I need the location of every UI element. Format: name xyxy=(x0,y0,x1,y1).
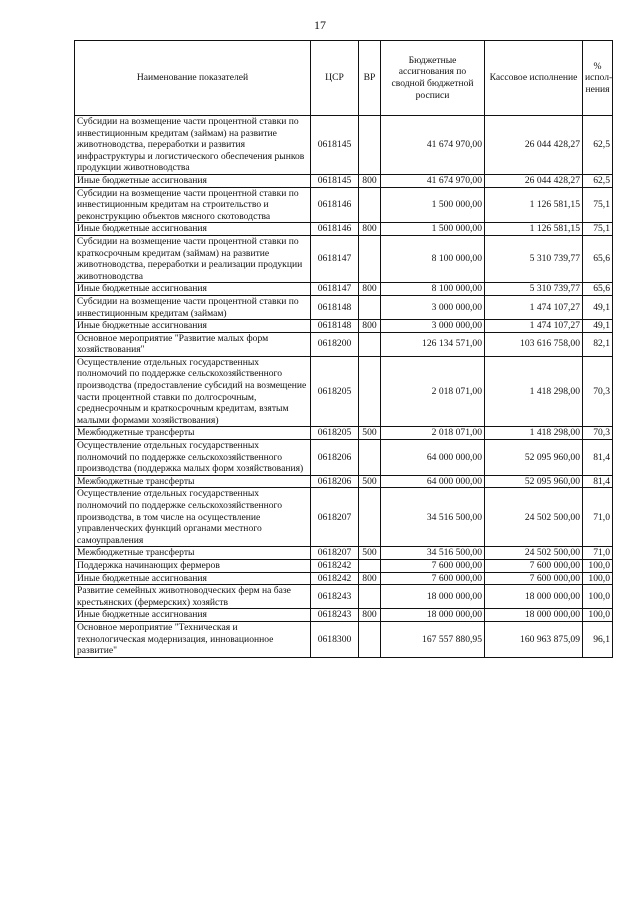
row-vr: 800 xyxy=(359,174,381,187)
row-plan-amount: 8 100 000,00 xyxy=(381,235,485,282)
row-plan-amount: 3 000 000,00 xyxy=(381,320,485,333)
row-plan-amount: 64 000 000,00 xyxy=(381,440,485,476)
row-exec-amount: 1 474 107,27 xyxy=(485,320,583,333)
row-name: Субсидии на возмещение части процентной ставки по инвестиционным кредитам (займам) xyxy=(75,295,311,319)
row-exec-amount: 103 616 758,00 xyxy=(485,332,583,356)
row-name: Субсидии на возмещение части процентной ставки по инвестиционным кредитам на строительство и реконструкцию объектов мясного скотоводства xyxy=(75,187,311,223)
row-name: Основное мероприятие "Техническая и технологическая модернизация, инновационное развитие" xyxy=(75,621,311,657)
row-name: Иные бюджетные ассигнования xyxy=(75,609,311,622)
table-row xyxy=(75,116,613,175)
row-name: Осуществление отдельных государственных полномочий по поддержке сельскохозяйственного производства, в том числе на осуществление управленческих функций органами местного самоуправления xyxy=(75,488,311,547)
row-csr: 0618200 xyxy=(311,332,359,356)
row-vr xyxy=(359,440,381,476)
table-row xyxy=(75,585,613,609)
row-plan-amount: 34 516 500,00 xyxy=(381,547,485,560)
row-plan-amount: 2 018 071,00 xyxy=(381,427,485,440)
row-csr: 0618145 xyxy=(311,174,359,187)
table-row xyxy=(75,572,613,585)
row-exec-amount: 1 418 298,00 xyxy=(485,427,583,440)
row-csr: 0618146 xyxy=(311,223,359,236)
row-exec-percent: 65,6 xyxy=(583,283,613,296)
header-exec: Кассовое исполнение xyxy=(485,41,583,116)
table-row xyxy=(75,475,613,488)
row-exec-percent: 65,6 xyxy=(583,235,613,282)
row-csr: 0618207 xyxy=(311,488,359,547)
row-name: Иные бюджетные ассигнования xyxy=(75,174,311,187)
row-plan-amount: 64 000 000,00 xyxy=(381,475,485,488)
row-vr xyxy=(359,235,381,282)
row-plan-amount: 126 134 571,00 xyxy=(381,332,485,356)
row-vr xyxy=(359,295,381,319)
row-vr xyxy=(359,332,381,356)
row-exec-percent: 82,1 xyxy=(583,332,613,356)
row-plan-amount: 41 674 970,00 xyxy=(381,174,485,187)
row-name: Иные бюджетные ассигнования xyxy=(75,283,311,296)
row-exec-amount: 160 963 875,09 xyxy=(485,621,583,657)
row-csr: 0618205 xyxy=(311,356,359,427)
row-exec-amount: 24 502 500,00 xyxy=(485,488,583,547)
row-exec-percent: 100,0 xyxy=(583,585,613,609)
row-exec-percent: 70,3 xyxy=(583,427,613,440)
row-csr: 0618205 xyxy=(311,427,359,440)
row-vr xyxy=(359,621,381,657)
row-exec-amount: 18 000 000,00 xyxy=(485,609,583,622)
row-csr: 0618242 xyxy=(311,559,359,572)
row-exec-percent: 100,0 xyxy=(583,572,613,585)
row-plan-amount: 7 600 000,00 xyxy=(381,559,485,572)
header-csr: ЦСР xyxy=(311,41,359,116)
table-row xyxy=(75,295,613,319)
table-row xyxy=(75,174,613,187)
row-exec-amount: 5 310 739,77 xyxy=(485,235,583,282)
table-row xyxy=(75,332,613,356)
row-name: Основное мероприятие "Развитие малых форм хозяйствования" xyxy=(75,332,311,356)
row-vr xyxy=(359,559,381,572)
row-csr: 0618145 xyxy=(311,116,359,175)
row-vr xyxy=(359,187,381,223)
row-plan-amount: 18 000 000,00 xyxy=(381,585,485,609)
row-name: Иные бюджетные ассигнования xyxy=(75,320,311,333)
row-exec-amount: 1 418 298,00 xyxy=(485,356,583,427)
row-csr: 0618207 xyxy=(311,547,359,560)
table-row xyxy=(75,488,613,547)
row-exec-amount: 18 000 000,00 xyxy=(485,585,583,609)
row-vr: 800 xyxy=(359,320,381,333)
row-name: Иные бюджетные ассигнования xyxy=(75,572,311,585)
budget-execution-table xyxy=(74,40,613,658)
row-exec-percent: 71,0 xyxy=(583,547,613,560)
row-exec-amount: 26 044 428,27 xyxy=(485,174,583,187)
row-csr: 0618300 xyxy=(311,621,359,657)
row-vr: 500 xyxy=(359,475,381,488)
row-exec-percent: 49,1 xyxy=(583,295,613,319)
row-exec-percent: 96,1 xyxy=(583,621,613,657)
row-exec-amount: 26 044 428,27 xyxy=(485,116,583,175)
row-exec-amount: 52 095 960,00 xyxy=(485,475,583,488)
row-vr: 800 xyxy=(359,283,381,296)
row-csr: 0618243 xyxy=(311,585,359,609)
row-name: Субсидии на возмещение части процентной ставки по инвестиционным кредитам (займам) на развитие животноводства, переработки и развития инфраструктуры и логистического обеспечения рынков продукции животноводства xyxy=(75,116,311,175)
row-exec-percent: 75,1 xyxy=(583,223,613,236)
row-csr: 0618147 xyxy=(311,283,359,296)
row-exec-percent: 62,5 xyxy=(583,174,613,187)
row-exec-amount: 52 095 960,00 xyxy=(485,440,583,476)
row-csr: 0618146 xyxy=(311,187,359,223)
row-exec-percent: 100,0 xyxy=(583,559,613,572)
row-csr: 0618206 xyxy=(311,440,359,476)
row-vr: 800 xyxy=(359,572,381,585)
row-vr: 800 xyxy=(359,223,381,236)
row-plan-amount: 3 000 000,00 xyxy=(381,295,485,319)
row-exec-amount: 1 474 107,27 xyxy=(485,295,583,319)
header-name: Наименование показателей xyxy=(75,41,311,116)
row-plan-amount: 1 500 000,00 xyxy=(381,223,485,236)
row-csr: 0618242 xyxy=(311,572,359,585)
row-plan-amount: 18 000 000,00 xyxy=(381,609,485,622)
page-number: 17 xyxy=(314,18,326,32)
row-plan-amount: 1 500 000,00 xyxy=(381,187,485,223)
row-name: Осуществление отдельных государственных полномочий по поддержке сельскохозяйственного производства (предоставление субсидий на возмещение части процентной ставки по долгосрочным, среднесрочным и краткосрочным кредитам, взятым малыми формами хозяйствования) xyxy=(75,356,311,427)
row-csr: 0618243 xyxy=(311,609,359,622)
row-plan-amount: 8 100 000,00 xyxy=(381,283,485,296)
row-name: Межбюджетные трансферты xyxy=(75,427,311,440)
row-name: Межбюджетные трансферты xyxy=(75,547,311,560)
table-row xyxy=(75,356,613,427)
row-exec-percent: 70,3 xyxy=(583,356,613,427)
header-plan: Бюджетные ассигнования по сводной бюджетной росписи xyxy=(381,41,485,116)
table-row xyxy=(75,320,613,333)
row-exec-percent: 100,0 xyxy=(583,609,613,622)
table-row xyxy=(75,235,613,282)
row-exec-percent: 62,5 xyxy=(583,116,613,175)
row-exec-amount: 7 600 000,00 xyxy=(485,572,583,585)
header-pct: % испол-нения xyxy=(583,41,613,116)
row-plan-amount: 41 674 970,00 xyxy=(381,116,485,175)
row-name: Осуществление отдельных государственных полномочий по поддержке сельскохозяйственного производства (поддержка малых форм хозяйствования) xyxy=(75,440,311,476)
row-name: Поддержка начинающих фермеров xyxy=(75,559,311,572)
row-vr xyxy=(359,488,381,547)
table-row xyxy=(75,440,613,476)
table-row xyxy=(75,621,613,657)
table-row xyxy=(75,547,613,560)
row-vr: 500 xyxy=(359,427,381,440)
table-row xyxy=(75,427,613,440)
row-exec-amount: 5 310 739,77 xyxy=(485,283,583,296)
row-name: Развитие семейных животноводческих ферм на базе крестьянских (фермерских) хозяйств xyxy=(75,585,311,609)
row-csr: 0618148 xyxy=(311,295,359,319)
row-exec-percent: 75,1 xyxy=(583,187,613,223)
table-row xyxy=(75,609,613,622)
table-row xyxy=(75,283,613,296)
row-plan-amount: 2 018 071,00 xyxy=(381,356,485,427)
table-row xyxy=(75,223,613,236)
row-csr: 0618206 xyxy=(311,475,359,488)
row-vr xyxy=(359,585,381,609)
row-name: Субсидии на возмещение части процентной ставки по краткосрочным кредитам (займам) на развитие животноводства, переработки и реализации продукции животноводства xyxy=(75,235,311,282)
row-exec-percent: 49,1 xyxy=(583,320,613,333)
row-csr: 0618147 xyxy=(311,235,359,282)
table-header-row xyxy=(75,41,613,116)
row-plan-amount: 7 600 000,00 xyxy=(381,572,485,585)
row-vr xyxy=(359,356,381,427)
header-vr: ВР xyxy=(359,41,381,116)
row-csr: 0618148 xyxy=(311,320,359,333)
row-vr: 800 xyxy=(359,609,381,622)
row-exec-percent: 81,4 xyxy=(583,440,613,476)
row-vr: 500 xyxy=(359,547,381,560)
row-plan-amount: 167 557 880,95 xyxy=(381,621,485,657)
row-exec-amount: 1 126 581,15 xyxy=(485,223,583,236)
row-plan-amount: 34 516 500,00 xyxy=(381,488,485,547)
row-exec-percent: 71,0 xyxy=(583,488,613,547)
row-exec-percent: 81,4 xyxy=(583,475,613,488)
row-vr xyxy=(359,116,381,175)
table-body xyxy=(75,116,613,658)
row-name: Иные бюджетные ассигнования xyxy=(75,223,311,236)
row-exec-amount: 7 600 000,00 xyxy=(485,559,583,572)
row-exec-amount: 24 502 500,00 xyxy=(485,547,583,560)
row-exec-amount: 1 126 581,15 xyxy=(485,187,583,223)
table-row xyxy=(75,187,613,223)
table-row xyxy=(75,559,613,572)
row-name: Межбюджетные трансферты xyxy=(75,475,311,488)
